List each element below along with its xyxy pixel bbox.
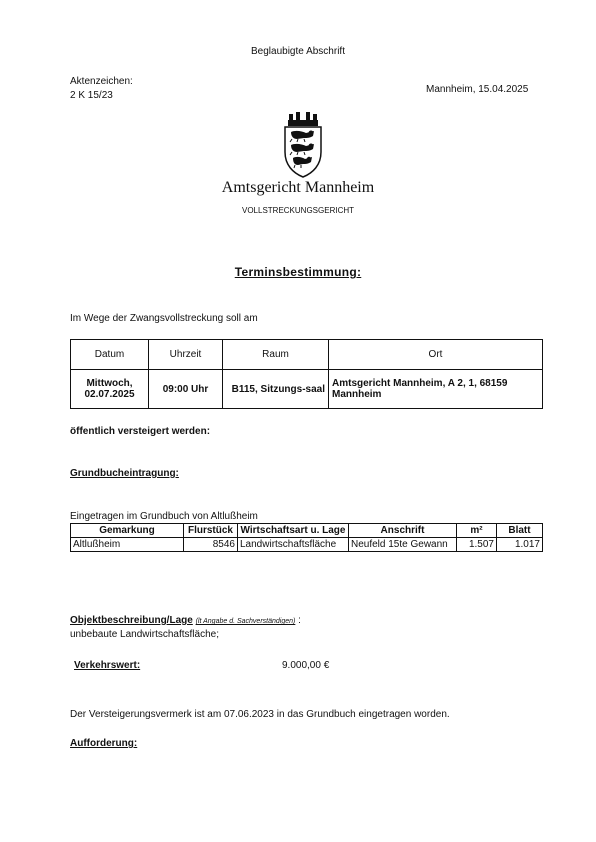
termin-table-header: [71, 340, 543, 370]
header-ort: Ort: [329, 340, 543, 370]
grundbuch-table: [70, 523, 543, 552]
cell-gemarkung: Altlußheim: [71, 538, 184, 552]
aktenzeichen-value: 2 K 15/23: [70, 90, 113, 101]
aktenzeichen-label: Aktenzeichen:: [70, 76, 133, 87]
coat-of-arms-icon: [280, 112, 326, 178]
cell-datum: Mittwoch, 02.07.2025: [71, 370, 149, 409]
intro-text: Im Wege der Zwangsvollstreckung soll am: [70, 313, 258, 324]
verkehrswert-label: Verkehrswert:: [74, 660, 141, 671]
objekt-note: (lt Angabe d. Sachverständigen): [195, 618, 296, 625]
header-gemarkung: Gemarkung: [71, 524, 184, 538]
header-blatt: Blatt: [497, 524, 543, 538]
cell-blatt: 1.017: [497, 538, 543, 552]
court-name: Amtsgericht Mannheim: [221, 179, 375, 196]
header-qm: m²: [457, 524, 497, 538]
cell-ort: Amtsgericht Mannheim, A 2, 1, 68159 Mannheim: [329, 370, 543, 409]
cell-raum: B115, Sitzungs-saal: [223, 370, 329, 409]
header-anschrift: Anschrift: [349, 524, 457, 538]
cell-flurstueck: 8546: [184, 538, 238, 552]
header-raum: Raum: [223, 340, 329, 370]
objekt-text: unbebaute Landwirtschaftsfläche;: [70, 629, 219, 640]
court-department: VOLLSTRECKUNGSGERICHT: [241, 206, 355, 215]
place-date: Mannheim, 15.04.2025: [426, 84, 529, 95]
cell-wirtschaftsart: Landwirtschaftsfläche: [238, 538, 349, 552]
document-title: Terminsbestimmung:: [234, 265, 362, 279]
grundbuch-table-row: [71, 538, 543, 552]
cell-qm: 1.507: [457, 538, 497, 552]
vermerk-text: Der Versteigerungsvermerk ist am 07.06.2023 in das Grundbuch eingetragen worden.: [70, 709, 450, 720]
header-flurstueck: Flurstück: [184, 524, 238, 538]
aufforderung-heading: Aufforderung:: [70, 738, 138, 749]
objekt-suffix: :: [298, 615, 301, 626]
verkehrswert-value: 9.000,00 €: [282, 660, 330, 671]
objekt-heading-line: [70, 615, 301, 626]
header-datum: Datum: [71, 340, 149, 370]
grundbuch-table-header: [71, 524, 543, 538]
copy-note: Beglaubigte Abschrift: [251, 46, 345, 57]
cell-uhrzeit: 09:00 Uhr: [149, 370, 223, 409]
versteigert-text: öffentlich versteigert werden:: [70, 426, 211, 437]
cell-anschrift: Neufeld 15te Gewann: [349, 538, 457, 552]
termin-table: [70, 339, 543, 409]
objekt-heading: Objektbeschreibung/Lage: [70, 615, 193, 626]
grundbuch-heading: Grundbucheintragung:: [70, 468, 179, 479]
grundbuch-intro: Eingetragen im Grundbuch von Altlußheim: [70, 511, 258, 522]
termin-table-row: [71, 370, 543, 409]
header-wirtschaftsart: Wirtschaftsart u. Lage: [238, 524, 349, 538]
header-uhrzeit: Uhrzeit: [149, 340, 223, 370]
